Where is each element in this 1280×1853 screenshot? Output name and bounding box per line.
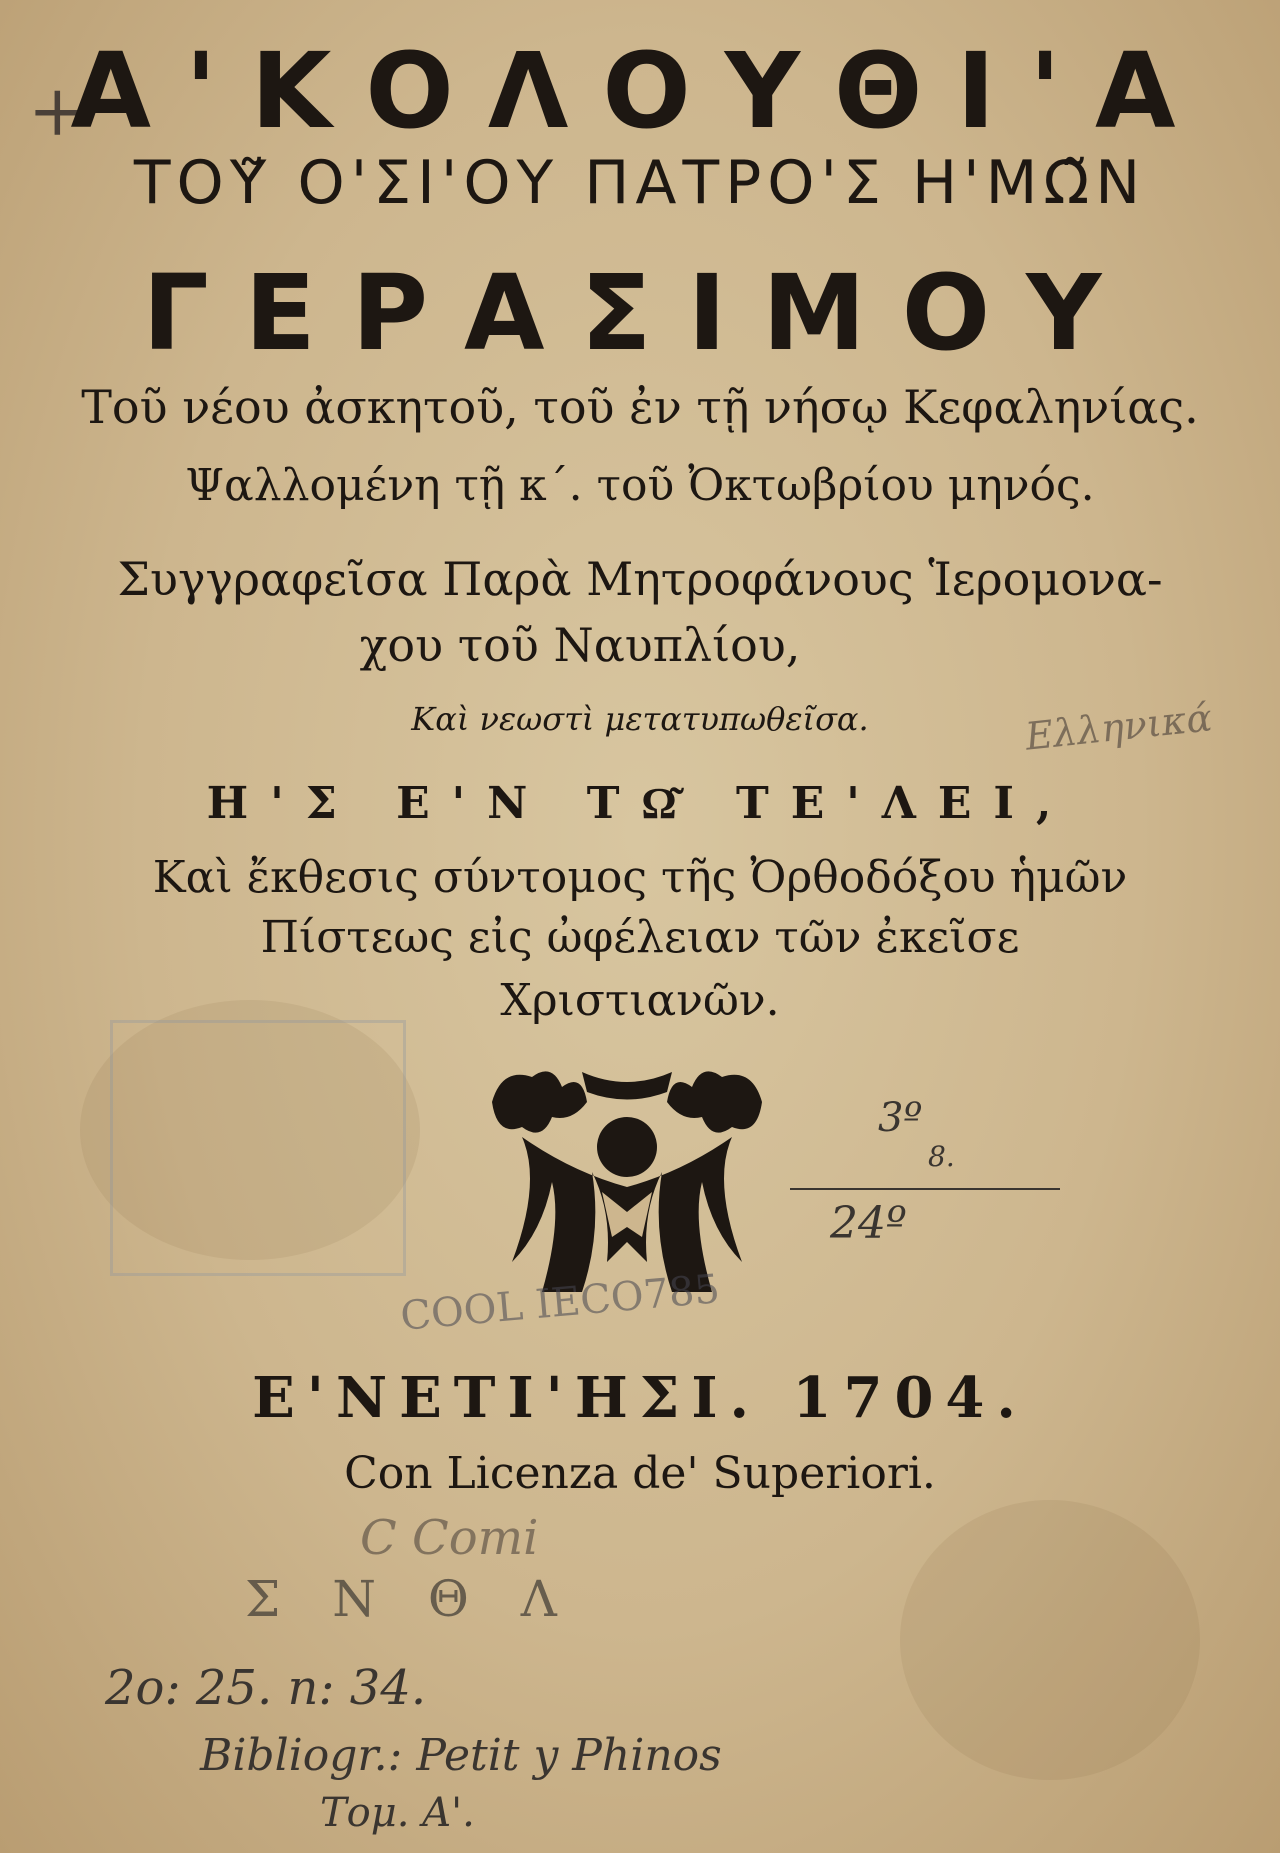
title-line-2: ΤΟΥ͂ Ο'ΣΙ'ΟΥ ΠΑΤΡΟ'Σ Η'ΜΩ͂Ν bbox=[133, 148, 1147, 218]
ref-line-3: Τομ. Α'. bbox=[320, 1790, 475, 1836]
subtitle-line-5: Καὶ νεωστὶ μετατυπωθεῖσα. bbox=[411, 700, 869, 738]
subtitle-line-8: Πίστεως εἰς ὠφέλειαν τῶν ἐκεῖσε bbox=[260, 912, 1020, 963]
pencil-scrawl-2: Σ Ν Θ Λ bbox=[245, 1570, 575, 1628]
shelf-rule bbox=[790, 1188, 1060, 1190]
faint-stamp-text: COOL IECO785 bbox=[398, 1266, 722, 1340]
imprint-place-year: Ε'ΝΕΤΙ'ΗΣΙ. 1704. bbox=[252, 1365, 1028, 1431]
subtitle-line-3: Συγγραφεῖσα Παρὰ Μητροφάνους Ἱερομονα- bbox=[117, 552, 1163, 606]
cross-mark: + bbox=[28, 70, 87, 152]
ref-line-1: 2o: 25. n: 34. bbox=[105, 1660, 427, 1716]
subtitle-line-7: Καὶ ἔκθεσις σύντομος τῆς Ὀρθοδόξου ἡμῶν bbox=[152, 852, 1128, 903]
faint-stamp-mark bbox=[110, 1020, 406, 1276]
shelf-mark-top: 3º bbox=[878, 1095, 923, 1141]
subtitle-line-9: Χριστιανῶν. bbox=[500, 975, 780, 1026]
margin-note: Ελληνικά bbox=[1023, 695, 1215, 759]
license-line: Con Licenza de' Superiori. bbox=[344, 1448, 936, 1499]
printers-ornament bbox=[482, 1062, 772, 1304]
subtitle-line-4: χου τοῦ Ναυπλίου, bbox=[359, 618, 801, 672]
pencil-scrawl: C Comi bbox=[360, 1510, 539, 1566]
subtitle-line-1: Τοῦ νέου ἀσκητοῦ, τοῦ ἐν τῇ νήσῳ Κεφαληνίας. bbox=[81, 380, 1199, 434]
saint-name: ΓΕΡΑΣΙΜΟΥ bbox=[142, 252, 1138, 374]
subtitle-line-2: Ψαλλομένη τῇ κ΄. τοῦ Ὀκτωβρίου μηνός. bbox=[185, 460, 1095, 511]
subtitle-line-6: Η'Σ Ε'Ν ΤΩ͂ ΤΕ'ΛΕΙ, bbox=[206, 778, 1074, 829]
main-title: Α'ΚΟΛΟΥΘΙ'Α bbox=[70, 30, 1210, 152]
ref-line-2: Bibliogr.: Petit y Phinos bbox=[200, 1730, 722, 1781]
shelf-mark-mid: 8. bbox=[928, 1140, 955, 1173]
paper-stain bbox=[900, 1500, 1200, 1780]
shelf-number: 24º bbox=[830, 1198, 907, 1249]
